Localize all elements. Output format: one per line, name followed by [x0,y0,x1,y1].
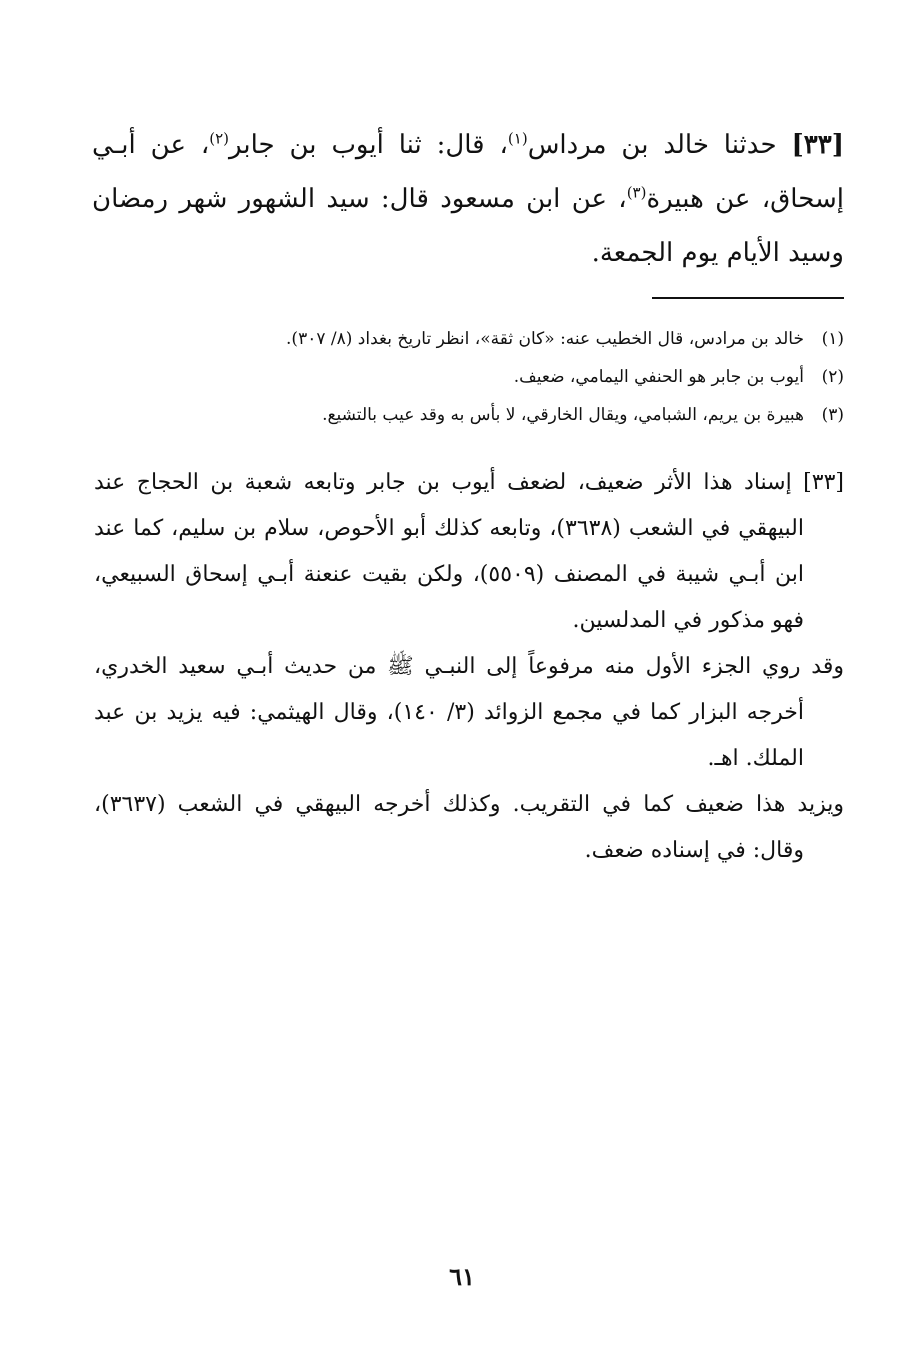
footnote-1 [92,320,844,358]
commentary-paragraph-3: ويزيد هذا ضعيف كما في التقريب. وكذلك أخرجه البيهقي في الشعب (٣٦٣٧)، وقال: في إسناده ضعف. [94,792,844,863]
commentary-paragraph-1: [٣٣] إسناد هذا الأثر ضعيف، لضعف أيوب بن جابر وتابعه شعبة بن الحجاج عند البيهقي في الشعب (٣٦٣٨)، وتابعه كذلك أبو الأحوص، سلام بن سليم، كما عند ابن أبـي شيبة في المصنف (٥٥٠٩)، ولكن بقيت عنعنة أبـي إسحاق السبيعي، فهو مذكور في المدلسين. [94,470,844,633]
footnote-ref-2[interactable]: (٢) [209,129,230,148]
footnote-text: هبيرة بن يريم، الشبامي، ويقال الخارقي، لا بأس به وقد عيب بالتشيع. [322,405,804,425]
footnote-mark: (١) [821,329,844,349]
footnote-text: خالد بن مرادس، قال الخطيب عنه: «كان ثقة»، انظر تاريخ بغداد (٨/ ٣٠٧). [286,329,804,349]
main-text-segment-1: حدثنا خالد بن مرداس [527,130,777,160]
footnote-mark: (٣) [821,405,844,425]
commentary [94,460,844,874]
main-text-segment-2: ، قال: ثنا أيوب بن جابر [229,130,508,160]
footnotes [92,320,844,434]
footnote-ref-1[interactable]: (١) [507,129,528,148]
commentary-paragraph-2: وقد روي الجزء الأول منه مرفوعاً إلى النبـي ﷺ من حديث أبـي سعيد الخدري، أخرجه البزار كما في مجمع الزوائد (٣/ ١٤٠)، وقال الهيثمي: فيه يزيد بن عبد الملك. اهـ. [94,654,844,771]
main-text [92,118,844,280]
footnote-2 [92,358,844,396]
footnote-mark: (٢) [821,367,844,387]
page-number: ٦١ [449,1262,475,1291]
narration-number: [٣٣] [791,130,844,160]
main-text-segment-4: ، عن ابن مسعود قال: سيد الشهور شهر رمضان وسيد الأيام يوم الجمعة. [92,184,844,268]
footnote-text: أيوب بن جابر هو الحنفي اليمامي، ضعيف. [513,367,804,387]
main-text-segment-3: ، عن أبـي إسحاق، عن هبيرة [92,130,844,214]
footnote-ref-3[interactable]: (٣) [626,183,647,202]
footnote-3 [92,396,844,434]
footnote-separator [652,297,844,299]
